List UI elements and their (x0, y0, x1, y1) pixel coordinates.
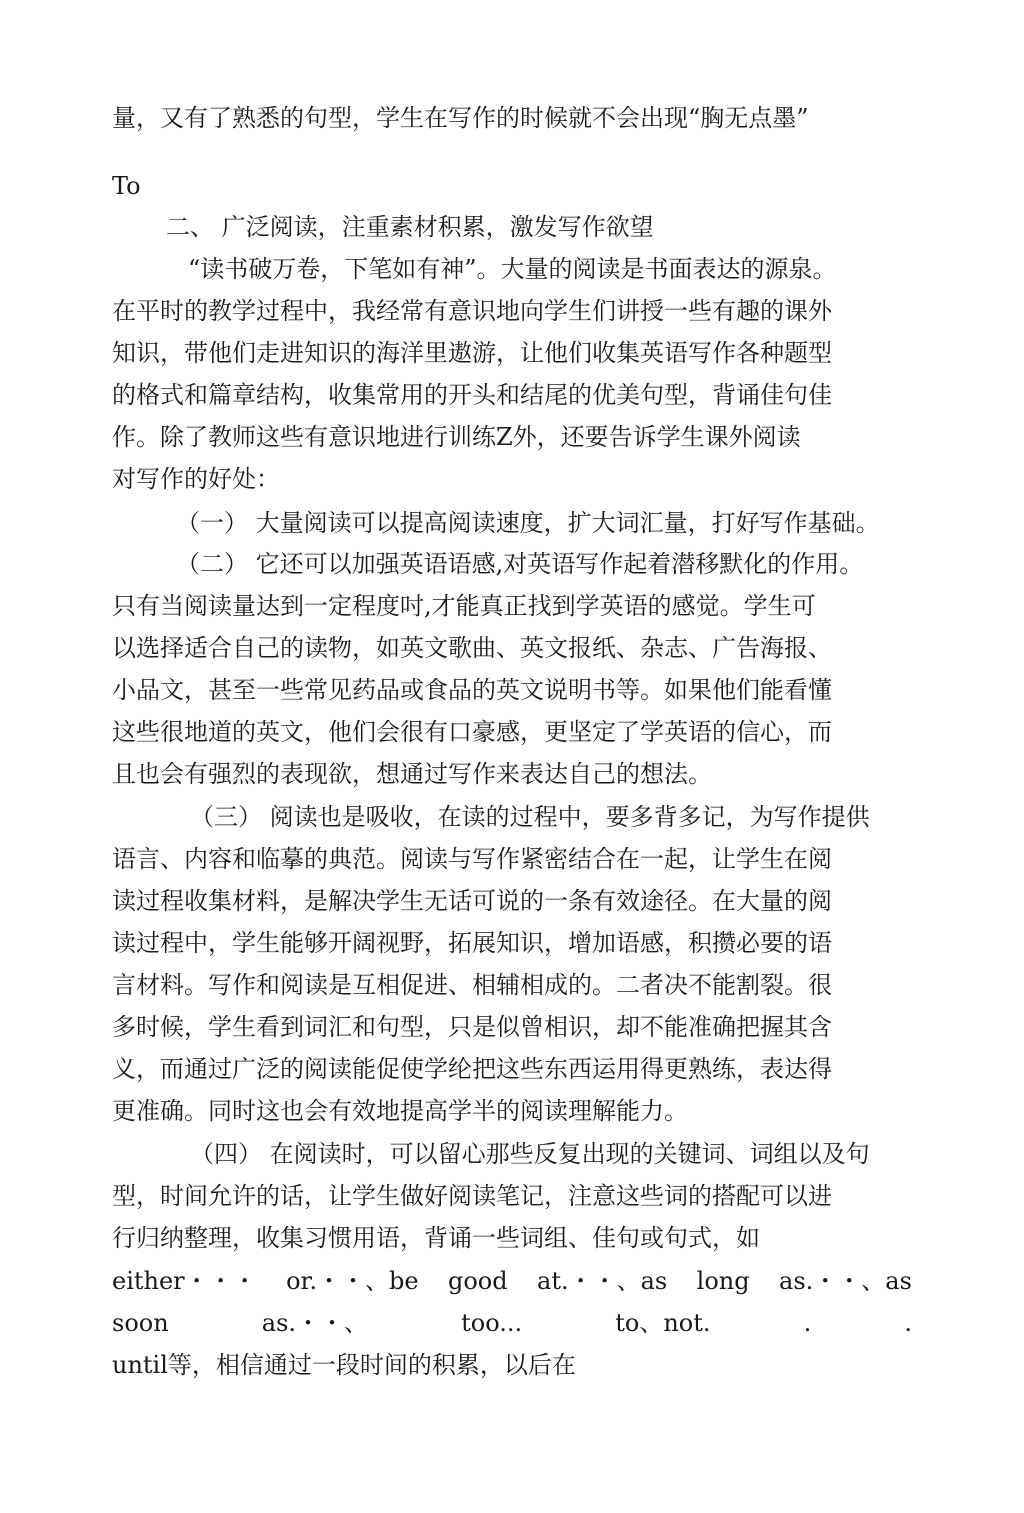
text-line: “读书破万卷，下笔如有神”。大量的阅读是书面表达的源泉。 (188, 255, 837, 283)
text-line: 义，而通过广泛的阅读能促使学纶把这些东西运用得更熟练，表达得 (112, 1055, 832, 1083)
text-line: 行归纳整理，收集习惯用语，背诵一些词组、佳句或句式，如 (112, 1224, 760, 1252)
text-line: To (112, 172, 141, 200)
list-item: （三） 阅读也是吸收，在读的过程中，要多背多记，为写作提供 (190, 803, 870, 831)
text-line: 型，时间允许的话，让学生做好阅读笔记，注意这些词的搭配可以进 (112, 1182, 832, 1210)
text-line: 作。除了教师这些有意识地进行训练Z外，还要告诉学生课外阅读 (112, 423, 801, 451)
example-line (112, 1308, 912, 1338)
example-word: as.・・、as (779, 1267, 912, 1295)
text-line: 语言、内容和临摹的典范。阅读与写作紧密结合在一起，让学生在阅 (112, 845, 832, 873)
text-line: 量，又有了熟悉的句型，学生在写作的时候就不会出现“胸无点墨” (112, 104, 809, 132)
example-word: long (696, 1267, 750, 1295)
example-line (112, 1266, 912, 1296)
example-word: too... (461, 1309, 523, 1337)
text-line: 在平时的教学过程中，我经常有意识地向学生们讲授一些有趣的课外 (112, 297, 832, 325)
text-line: 知识，带他们走进知识的海洋里遨游，让他们收集英语写作各种题型 (112, 339, 832, 367)
example-word: . (904, 1309, 912, 1337)
list-item: （一） 大量阅读可以提高阅读速度，扩大词汇量，打好写作基础。 (176, 509, 880, 537)
text-line: 以选择适合自己的读物，如英文歌曲、英文报纸、杂志、广告海报、 (112, 634, 832, 662)
section-heading: 二、 广泛阅读，注重素材积累，激发写作欲望 (166, 213, 654, 241)
text-line: 小品文，甚至一些常见药品或食品的英文说明书等。如果他们能看懂 (112, 676, 832, 704)
example-word: at.・・、as (537, 1267, 668, 1295)
list-item: （四） 在阅读时，可以留心那些反复出现的关键词、词组以及句 (190, 1140, 870, 1168)
example-word: as.・・、 (261, 1309, 369, 1337)
example-word: to、not. (615, 1309, 711, 1337)
example-word: or.・・、be (286, 1267, 419, 1295)
text-line: until等，相信通过一段时间的积累，以后在 (112, 1351, 576, 1379)
example-word: soon (112, 1309, 169, 1337)
example-word: good (447, 1267, 508, 1295)
text-line: 言材料。写作和阅读是互相促进、相辅相成的。二者决不能割裂。很 (112, 971, 832, 999)
text-line: 读过程收集材料，是解决学生无话可说的一条有效途径。在大量的阅 (112, 887, 832, 915)
text-line: 对写作的好处： (112, 465, 280, 493)
text-line: 的格式和篇章结构，收集常用的开头和结尾的优美句型，背诵佳句佳 (112, 381, 832, 409)
text-line: 多时候，学生看到词汇和句型，只是似曾相识，却不能准确把握其含 (112, 1013, 832, 1041)
text-line: 这些很地道的英文，他们会很有口豪感，更坚定了学英语的信心，而 (112, 718, 832, 746)
text-line: 读过程中，学生能够开阔视野，拓展知识，增加语感，积攒必要的语 (112, 929, 832, 957)
text-line: 且也会有强烈的表现欲，想通过写作来表达自己的想法。 (112, 760, 712, 788)
example-word: either・・・ (112, 1267, 257, 1295)
text-line: 更准确。同时这也会有效地提高学半的阅读理解能力。 (112, 1097, 688, 1125)
example-word: . (803, 1309, 812, 1337)
list-item: （二） 它还可以加强英语语感,对英语写作起着潜移默化的作用。 (176, 550, 864, 578)
text-line: 只有当阅读量达到一定程度吋,才能真正找到学英语的感觉。学生可 (112, 592, 816, 620)
